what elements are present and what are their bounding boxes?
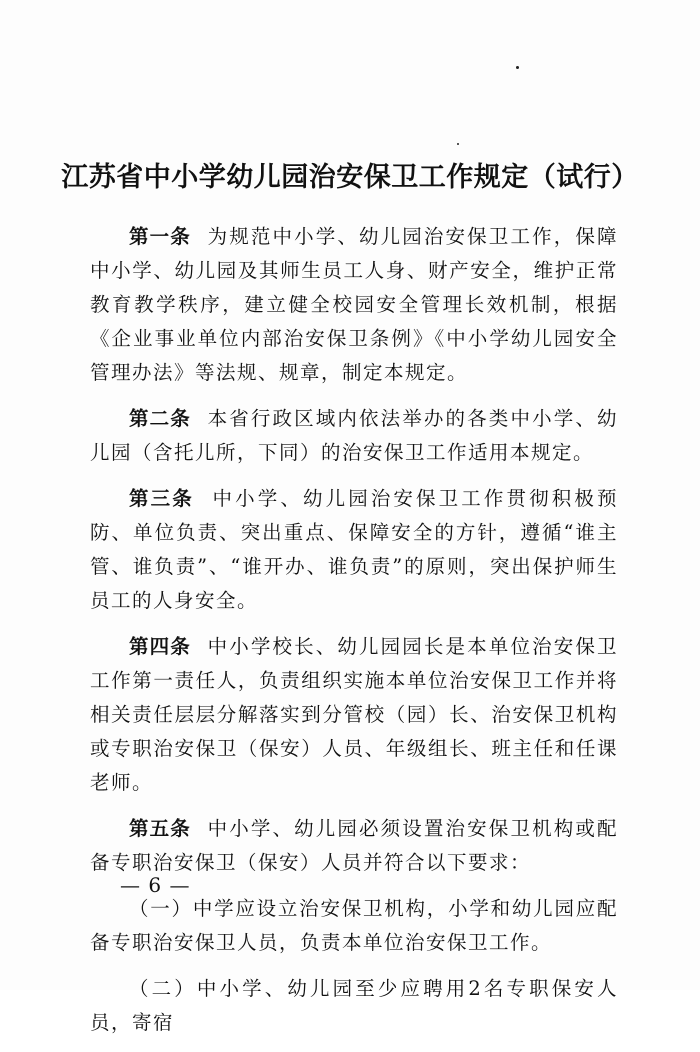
article-heading: 第一条 [129, 225, 191, 248]
list-item-1: （一）中学应设立治安保卫机构，小学和幼儿园应配备专职治安保卫人员，负责本单位治安保卫工作。 [90, 897, 618, 954]
article-text: 为规范中小学、幼儿园治安保卫工作，保障中小学、幼儿园及其师生员工人身、财产安全，维护正常教育教学秩序，建立健全校园安全管理长效机制，根据《企业事业单位内部治安保卫条例》《中小学幼儿园安全管理办法》等法规、规章，制定本规定。 [90, 225, 618, 384]
article-text: 中小学、幼儿园治安保卫工作贯彻积极预防、单位负责、突出重点、保障安全的方针，遵循“谁主管、谁负责”、“谁开办、谁负责”的原则，突出保护师生员工的人身安全。 [90, 487, 618, 612]
article-text: 本省行政区域内依法举办的各类中小学、幼儿园（含托儿所，下同）的治安保卫工作适用本规定。 [90, 407, 618, 464]
article-heading: 第三条 [129, 487, 194, 510]
article-2 [90, 402, 618, 470]
page-number: — 6 — [120, 873, 191, 897]
article-text: 中小学、幼儿园必须设置治安保卫机构或配备专职治安保卫（保安）人员并符合以下要求： [90, 817, 618, 874]
scan-speck [516, 66, 519, 69]
article-3 [90, 482, 618, 618]
article-text: 中小学校长、幼儿园园长是本单位治安保卫工作第一责任人，负责组织实施本单位治安保卫工作并将相关责任层层分解落实到分管校（园）长、治安保卫机构或专职治安保卫（保安）人员、年级组长、班主任和任课老师。 [90, 635, 618, 794]
document-title: 江苏省中小学幼儿园治安保卫工作规定（试行） [61, 162, 639, 193]
document-body [90, 220, 618, 1052]
list-item-2: （二）中小学、幼儿园至少应聘用2名专职保安人员，寄宿 [90, 977, 618, 1034]
article-5 [90, 812, 618, 880]
article-4 [90, 630, 618, 800]
article-heading: 第五条 [129, 817, 191, 840]
article-1 [90, 220, 618, 390]
article-heading: 第二条 [129, 407, 191, 430]
article-heading: 第四条 [129, 635, 191, 658]
scan-speck [457, 143, 459, 145]
